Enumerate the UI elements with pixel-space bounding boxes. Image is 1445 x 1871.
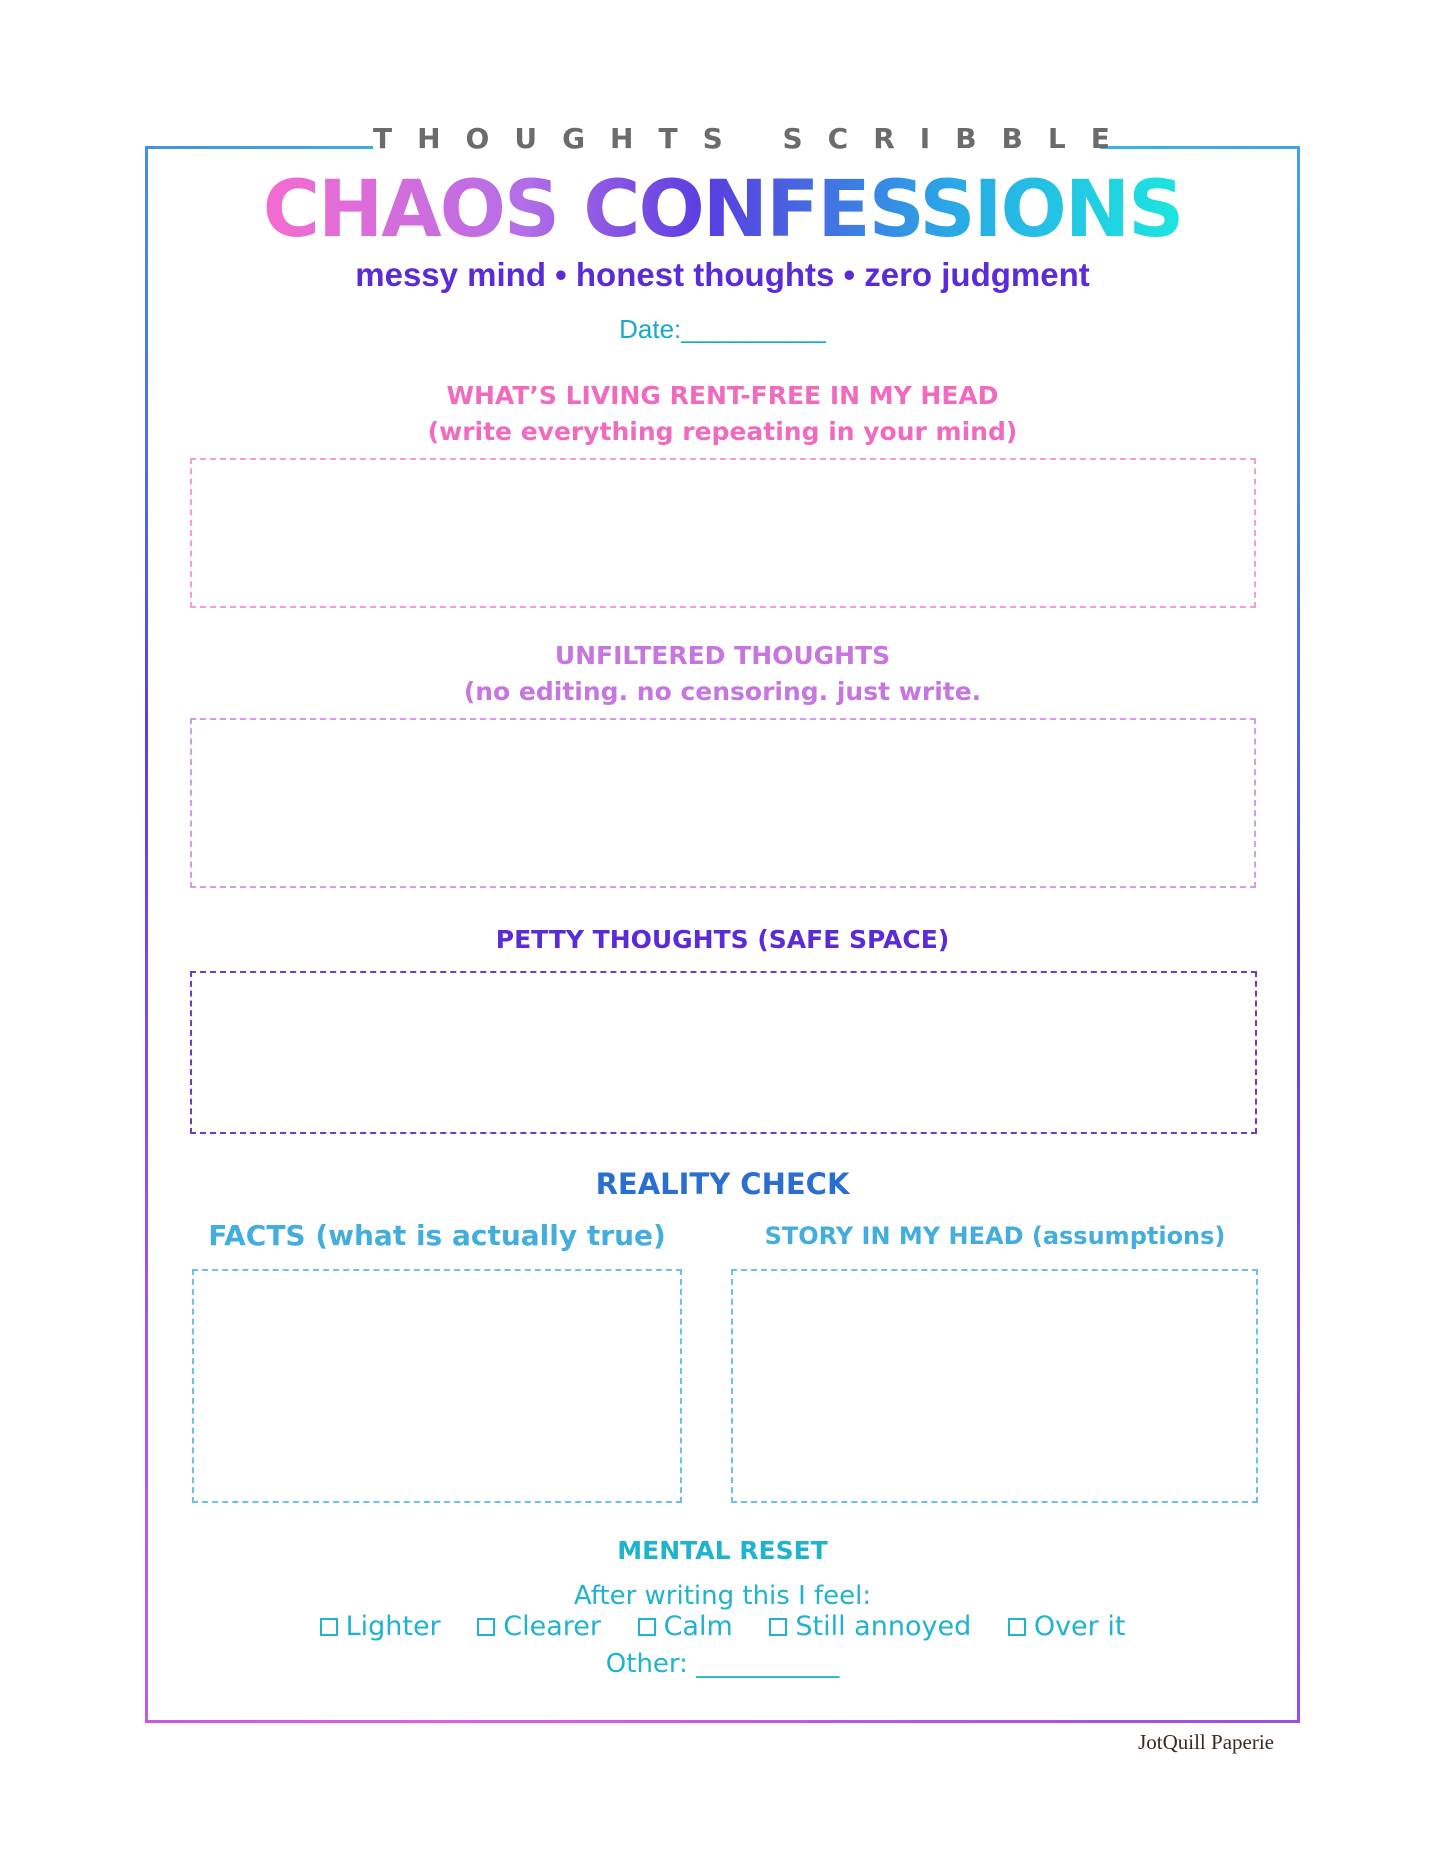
date-field[interactable]: Date:__________: [619, 314, 826, 344]
option-lighter[interactable]: [320, 1610, 441, 1644]
section-reality-check-title: REALITY CHECK: [595, 1167, 850, 1201]
option-label: Lighter: [345, 1611, 441, 1642]
section-rent-free-title: WHAT’S LIVING RENT-FREE IN MY HEAD: [446, 381, 999, 410]
option-over-it[interactable]: [1008, 1610, 1126, 1644]
page-title: [145, 165, 1300, 255]
option-label: Clearer: [503, 1611, 601, 1642]
rent-free-writing-box[interactable]: [190, 458, 1256, 608]
story-writing-box[interactable]: [731, 1269, 1258, 1503]
option-label: Calm: [663, 1611, 733, 1642]
checkbox-icon[interactable]: [1008, 1618, 1026, 1636]
unfiltered-writing-box[interactable]: [190, 718, 1256, 888]
checkbox-icon[interactable]: [638, 1618, 656, 1636]
section-mental-reset-title: MENTAL RESET: [617, 1536, 828, 1565]
page-title-text: CHAOS CONFESSIONS: [262, 165, 1183, 255]
option-still-annoyed[interactable]: [769, 1610, 971, 1644]
section-petty-title: PETTY THOUGHTS (SAFE SPACE): [495, 925, 950, 954]
section-unfiltered-title: UNFILTERED THOUGHTS: [554, 641, 891, 670]
facts-label: FACTS (what is actually true): [208, 1219, 666, 1252]
section-unfiltered-subtitle: (no editing. no censoring. just write.: [463, 677, 982, 706]
brand-signature: JotQuill Paperie: [1138, 1730, 1274, 1754]
story-label: STORY IN MY HEAD (assumptions): [764, 1222, 1226, 1250]
section-rent-free-subtitle: (write everything repeating in your mind): [427, 417, 1018, 446]
option-label: Over it: [1033, 1611, 1126, 1642]
option-calm[interactable]: [638, 1610, 733, 1644]
facts-writing-box[interactable]: [192, 1269, 682, 1503]
other-field[interactable]: Other: ___________: [605, 1649, 840, 1679]
eyebrow-label: THOUGHTS SCRIBBLE: [373, 122, 1135, 155]
checkbox-icon[interactable]: [769, 1618, 787, 1636]
checkbox-icon[interactable]: [320, 1618, 338, 1636]
feeling-options: [145, 1610, 1300, 1644]
option-clearer[interactable]: [477, 1610, 601, 1644]
petty-writing-box[interactable]: [190, 971, 1257, 1134]
checkbox-icon[interactable]: [477, 1618, 495, 1636]
mental-reset-prompt: After writing this I feel:: [573, 1581, 872, 1611]
tagline: messy mind • honest thoughts • zero judgment: [355, 256, 1090, 293]
option-label: Still annoyed: [795, 1611, 972, 1642]
